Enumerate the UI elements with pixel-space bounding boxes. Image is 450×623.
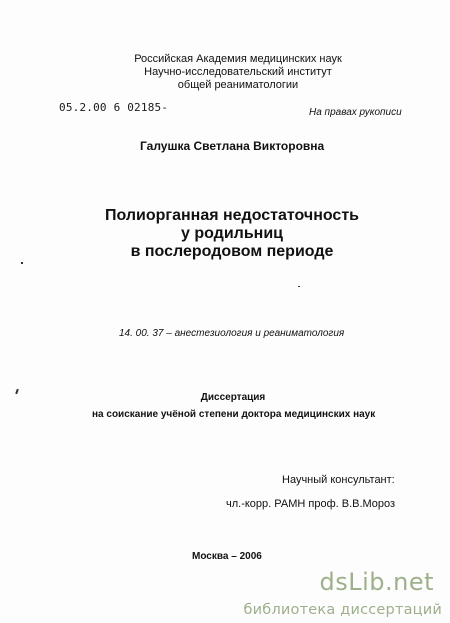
dissertation-degree: на соискание учёной степени доктора медицинских наук	[92, 409, 376, 420]
manuscript-rights-note: На правах рукописи	[309, 107, 402, 118]
watermark-brand: dsLib.net	[319, 568, 434, 596]
institution-line-2: Научно-исследовательский институт	[144, 66, 332, 78]
city-year: Москва – 2006	[192, 551, 262, 562]
title-line-1: Полиорганная недостаточность	[105, 207, 359, 224]
institution-line-1: Российская Академия медицинских наук	[134, 53, 342, 65]
scan-speck	[298, 286, 300, 287]
scan-speck	[21, 262, 23, 264]
watermark-tagline: библиотека диссертаций	[243, 602, 442, 618]
title-line-3: в послеродовом периоде	[130, 243, 334, 260]
author-name: Галушка Светлана Викторовна	[140, 139, 325, 153]
specialty-code: 14. 00. 37 – анестезиология и реаниматология	[119, 328, 345, 339]
consultant-label: Научный консультант:	[282, 474, 395, 486]
library-stamp-code: 05.2.00 6 02185-	[59, 101, 169, 114]
consultant-name: чл.-корр. РАМН проф. В.В.Мороз	[226, 498, 396, 510]
institution-line-3: общей реаниматологии	[177, 79, 299, 91]
dissertation-heading: Диссертация	[200, 392, 266, 403]
title-line-2: у родильниц	[180, 225, 283, 242]
